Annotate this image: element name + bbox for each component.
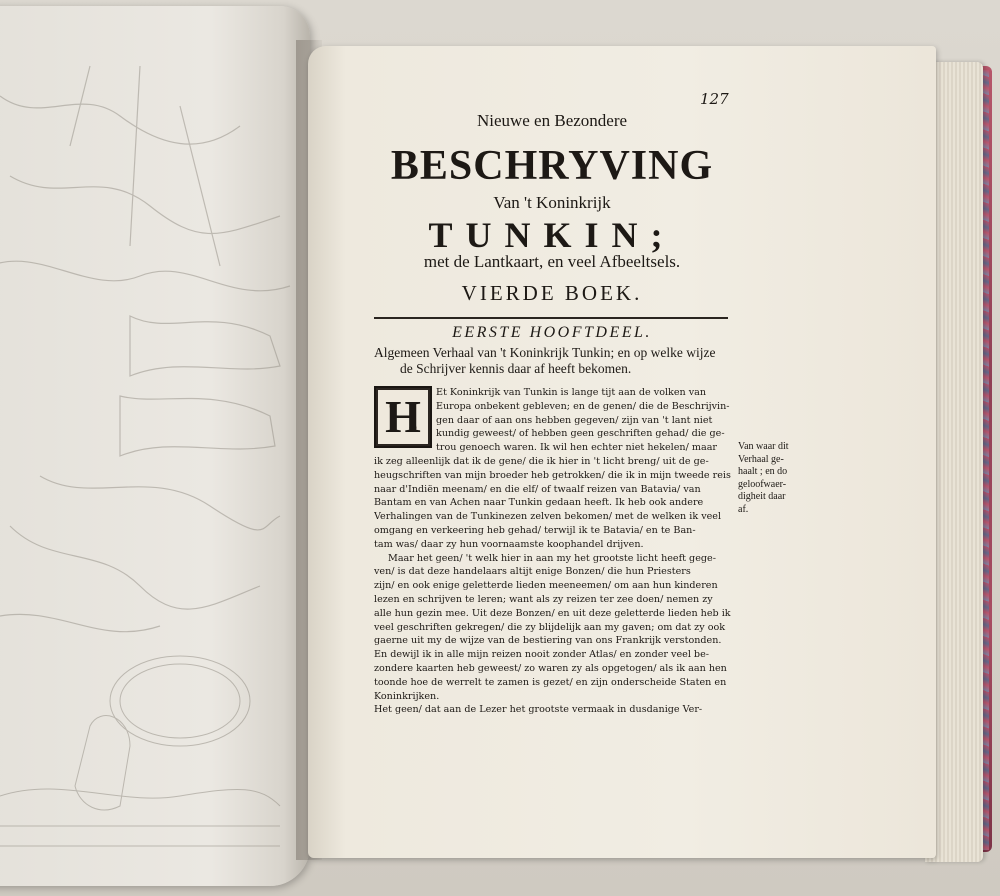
body-line: ven/ is dat deze handelaars altijt enige Bonzen/ die hun Priesters [374, 566, 691, 578]
body-line: zondere kaarten heb geweest/ zo waren zy als opgetogen/ als ik aan hen [374, 662, 727, 674]
maps-line: met de Lantkaart, en veel Afbeeltsels. [423, 252, 681, 271]
body-line: kundig geweest/ of hebben geen geschriften gehad/ die ge- [436, 428, 725, 440]
body-line: gaerne uit my de wijze van de bestiering van ons Frankrijk verstonden. [374, 635, 722, 647]
body-line: trou genoech waren. Ik wil hen echter niet hekelen/ maar [436, 442, 718, 454]
body-line: ik zeg alleenlijk dat ik de gene/ die ik hier in 't licht breng/ uit de ge- [374, 455, 709, 467]
margin-note-line: Van waar dit [738, 441, 789, 452]
body-line: Het geen/ dat aan de Lezer het grootste vermaak in dusdanige Ver- [374, 704, 703, 716]
divider-rule [374, 317, 728, 319]
margin-note-line: digheit daar [738, 491, 786, 502]
body-line: Europa onbekent gebleven; en de genen/ die de Beschrijvin- [436, 400, 730, 412]
drop-cap [374, 386, 432, 448]
left-page-map-engraving [0, 6, 310, 886]
drop-cap-ornament [378, 390, 428, 444]
summary-line: Algemeen Verhaal van 't Koninkrijk Tunkin; en op welke wijze [374, 345, 716, 360]
body-line: Koninkrijken. [374, 690, 440, 702]
body-line: omgang en verkeering heb gehad/ terwijl ik te Batavia/ en te Ban- [374, 524, 696, 536]
book-label: VIERDE BOEK. [461, 281, 643, 305]
body-line: lezen en schrijven te leren; want als zy reizen ter zee doen/ nemen zy [374, 593, 713, 605]
chapter-summary [374, 345, 734, 377]
body-line: naar d'Indiën meenam/ en die elf/ of twaalf reizen van Batavia/ van [374, 483, 701, 495]
body-line: zijn/ en ook enige geletterde lieden meeneemen/ om aan hun kinderen [374, 580, 718, 592]
body-line: En dewijl ik in alle mijn reizen nooit zonder Atlas/ en zonder veel be- [374, 649, 709, 661]
margin-note [738, 441, 802, 516]
body-line: Bantam en van Achen naar Tunkin gedaan heeft. Ik heb ook andere [374, 497, 704, 509]
body-line: heugschriften van mijn broeder heb getrokken/ die ik in mijn tweede reis [374, 469, 731, 481]
summary-line: de Schrijver kennis daar af heeft bekomen. [400, 361, 632, 376]
kingdom-line: Van 't Koninkrijk [493, 193, 611, 212]
margin-note-line: af. [738, 503, 749, 515]
body-line: Verhalingen van de Tunkinezen zelven bekomen/ met de welken ik veel [374, 511, 722, 523]
body-line: tam was/ daar zy hun voornaamste koophandel drijven. [374, 538, 644, 550]
body-line: alle hun gezin mee. Uit deze Bonzen/ en uit deze geletterde lieden heb ik [374, 607, 731, 619]
main-title: BESCHRYVING [390, 143, 714, 189]
page-number: 127 [700, 90, 729, 108]
drop-cap-letter: H [385, 391, 421, 442]
body-line: Et Koninkrijk van Tunkin is lange tijt aan de volken van [436, 387, 707, 398]
body-line: gen daar of aan ons hebben gegeven/ zijn van 't lant niet [436, 414, 713, 426]
chapter-heading: EERSTE HOOFTDEEL. [452, 324, 652, 341]
margin-note-line: haalt ; en do [738, 466, 788, 477]
body-line: toonde hoe de werrelt te zamen is gezet/ en zijn onderscheide Staten en [374, 676, 727, 688]
margin-note-line: Verhaal ge- [738, 453, 784, 465]
body-line: Maar het geen/ 't welk hier in aan my het grootste licht heeft gege- [388, 552, 716, 564]
faint-map-illustration [0, 6, 310, 886]
body-line: veel geschriften gekregen/ die zy blijdelijk aan my gaven; om dat zy ook [374, 621, 726, 633]
kingdom-name: TUNKIN; [428, 215, 676, 255]
margin-note-line: geloofwaer- [738, 478, 787, 490]
title-subtitle: Nieuwe en Bezondere [476, 111, 628, 130]
